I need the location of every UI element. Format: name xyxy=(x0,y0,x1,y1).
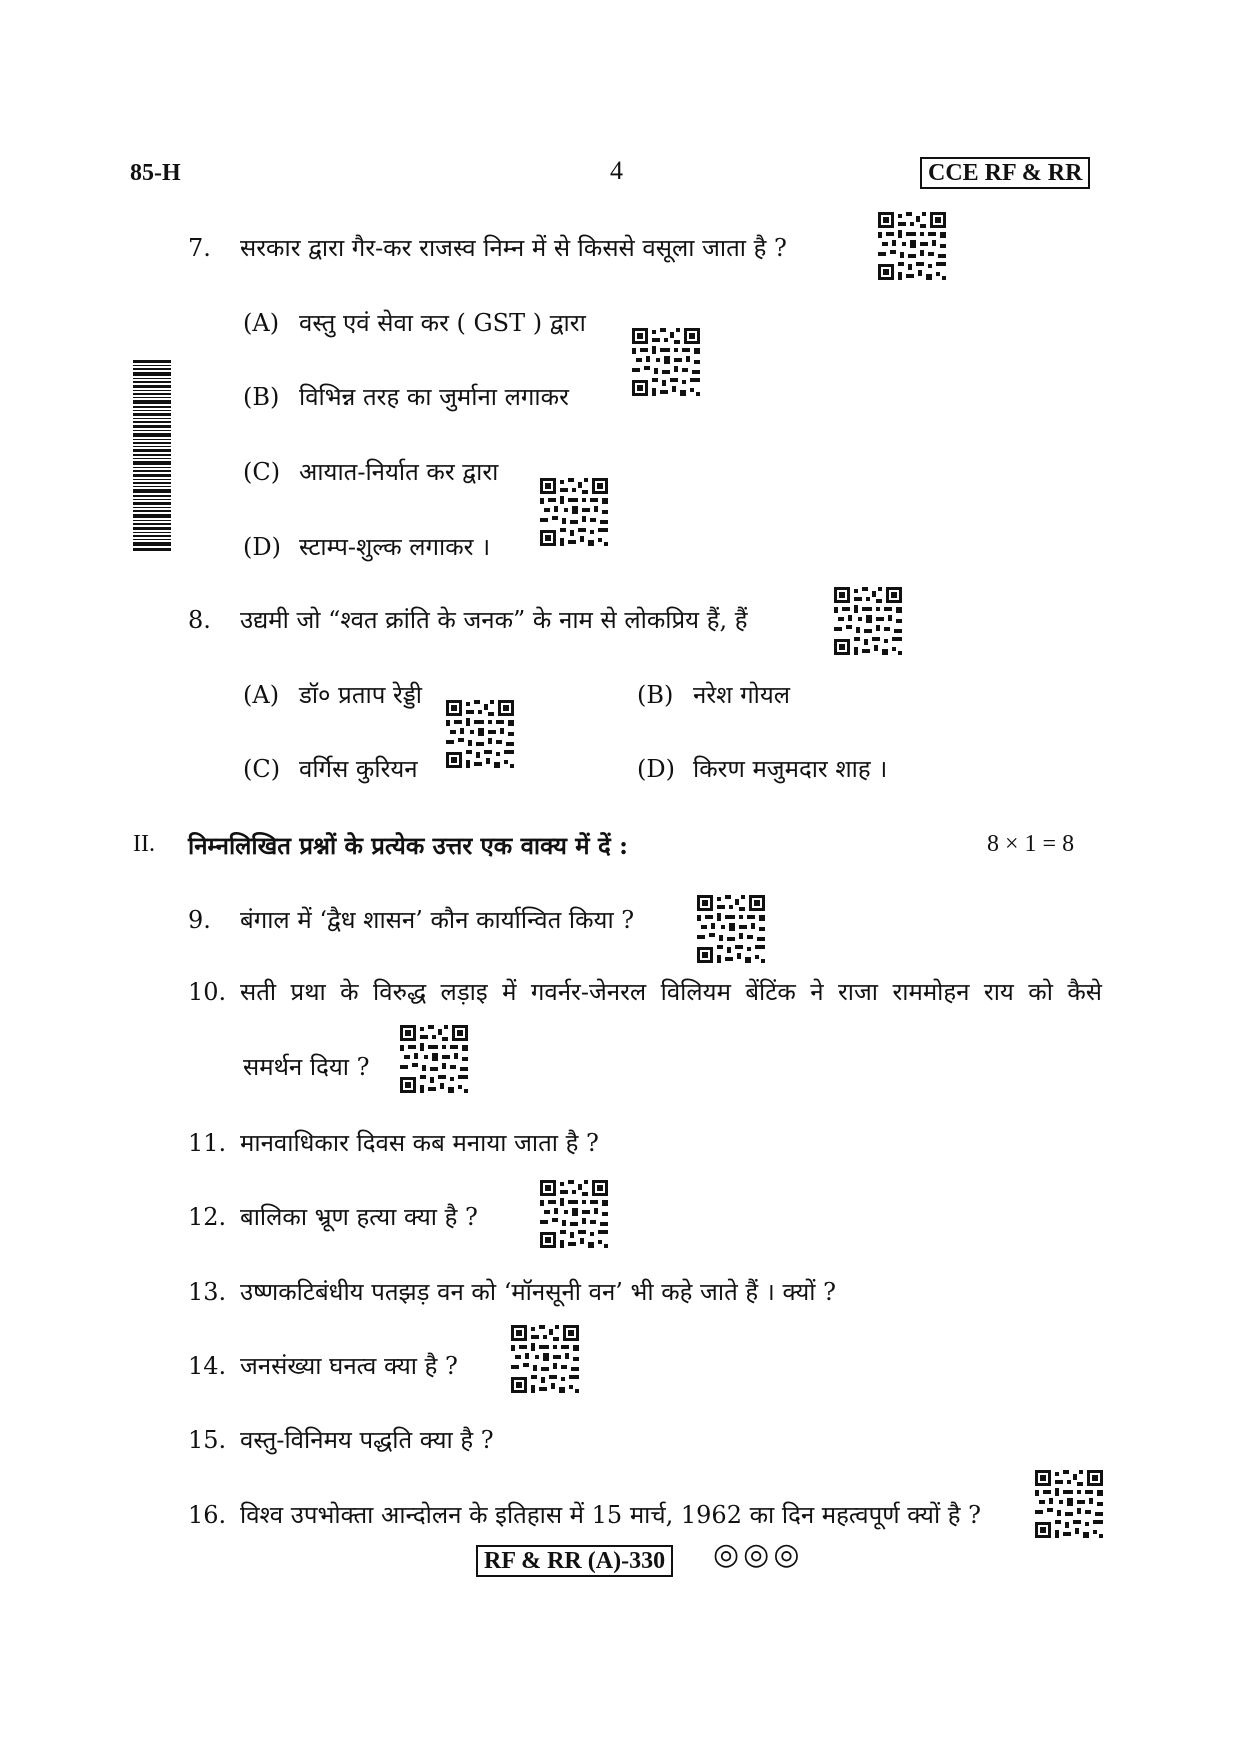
section-instruction: निम्नलिखित प्रश्नों के प्रत्येक उत्तर एक वाक्य में दें : xyxy=(188,831,628,860)
qr-code-icon xyxy=(632,328,700,396)
option-7b: (B) विभिन्न तरह का जुर्माना लगाकर xyxy=(243,383,569,411)
option-7d: (D) स्टाम्प-शुल्क लगाकर । xyxy=(243,533,491,561)
question-12: 12. बालिका भ्रूण हत्या क्या है ? xyxy=(188,1203,478,1231)
footer-code-box: RF & RR (A)-330 xyxy=(476,1545,673,1577)
registration-targets-icon: ◎◎◎ xyxy=(713,1537,804,1572)
paper-code: 85-H xyxy=(130,160,181,186)
question-number: 7. xyxy=(188,234,211,262)
question-11: 11. मानवाधिकार दिवस कब मनाया जाता है ? xyxy=(188,1129,599,1157)
qr-code-icon xyxy=(511,1325,579,1393)
question-10: 10. सती प्रथा के विरुद्ध लड़ाइ में गवर्नर-जेनरल विलियम बेंटिंक ने राजा राममोहन राय को कैसे xyxy=(188,978,1102,1006)
question-10-continuation: समर्थन दिया ? xyxy=(243,1053,370,1081)
qr-code-icon xyxy=(540,1180,608,1248)
page-number: 4 xyxy=(610,156,623,185)
section-roman-numeral: II. xyxy=(133,831,155,857)
section-marks: 8 × 1 = 8 xyxy=(987,831,1075,857)
option-8d: (D) किरण मजुमदार शाह । xyxy=(637,755,888,783)
question-number: 8. xyxy=(188,606,211,634)
option-8c: (C) वर्गिस कुरियन xyxy=(243,755,418,783)
question-15: 15. वस्तु-विनिमय पद्धति क्या है ? xyxy=(188,1426,494,1454)
question-13: 13. उष्णकटिबंधीय पतझड़ वन को ‘मॉनसूनी वन’ भी कहे जाते हैं । क्यों ? xyxy=(188,1278,836,1306)
qr-code-icon xyxy=(878,212,946,280)
side-barcode xyxy=(133,360,171,552)
qr-code-icon xyxy=(400,1025,468,1093)
question-16: 16. विश्व उपभोक्ता आन्दोलन के इतिहास में 15 मार्च, 1962 का दिन महत्वपूर्ण क्यों है ? xyxy=(188,1501,982,1529)
qr-code-icon xyxy=(540,478,608,546)
question-8 xyxy=(188,605,747,635)
qr-code-icon xyxy=(697,895,765,963)
question-7 xyxy=(188,233,787,263)
option-7a: (A) वस्तु एवं सेवा कर ( GST ) द्वारा xyxy=(243,309,586,337)
option-8b: (B) नरेश गोयल xyxy=(637,681,791,709)
qr-code-icon xyxy=(446,700,514,768)
question-text: सरकार द्वारा गैर-कर राजस्व निम्न में से किससे वसूला जाता है ? xyxy=(240,234,787,262)
qr-code-icon xyxy=(1035,1470,1103,1538)
qr-code-icon xyxy=(834,587,902,655)
question-text: उद्यमी जो “श्वत क्रांति के जनक” के नाम से लोकप्रिय हैं, हैं xyxy=(240,606,748,634)
option-7c: (C) आयात-निर्यात कर द्वारा xyxy=(243,458,499,486)
option-8a: (A) डॉ० प्रताप रेड्डी xyxy=(243,681,423,709)
question-14: 14. जनसंख्या घनत्व क्या है ? xyxy=(188,1352,458,1380)
question-9: 9. बंगाल में ‘द्वैध शासन’ कौन कार्यान्वित किया ? xyxy=(188,906,635,934)
series-code-box: CCE RF & RR xyxy=(920,157,1090,189)
